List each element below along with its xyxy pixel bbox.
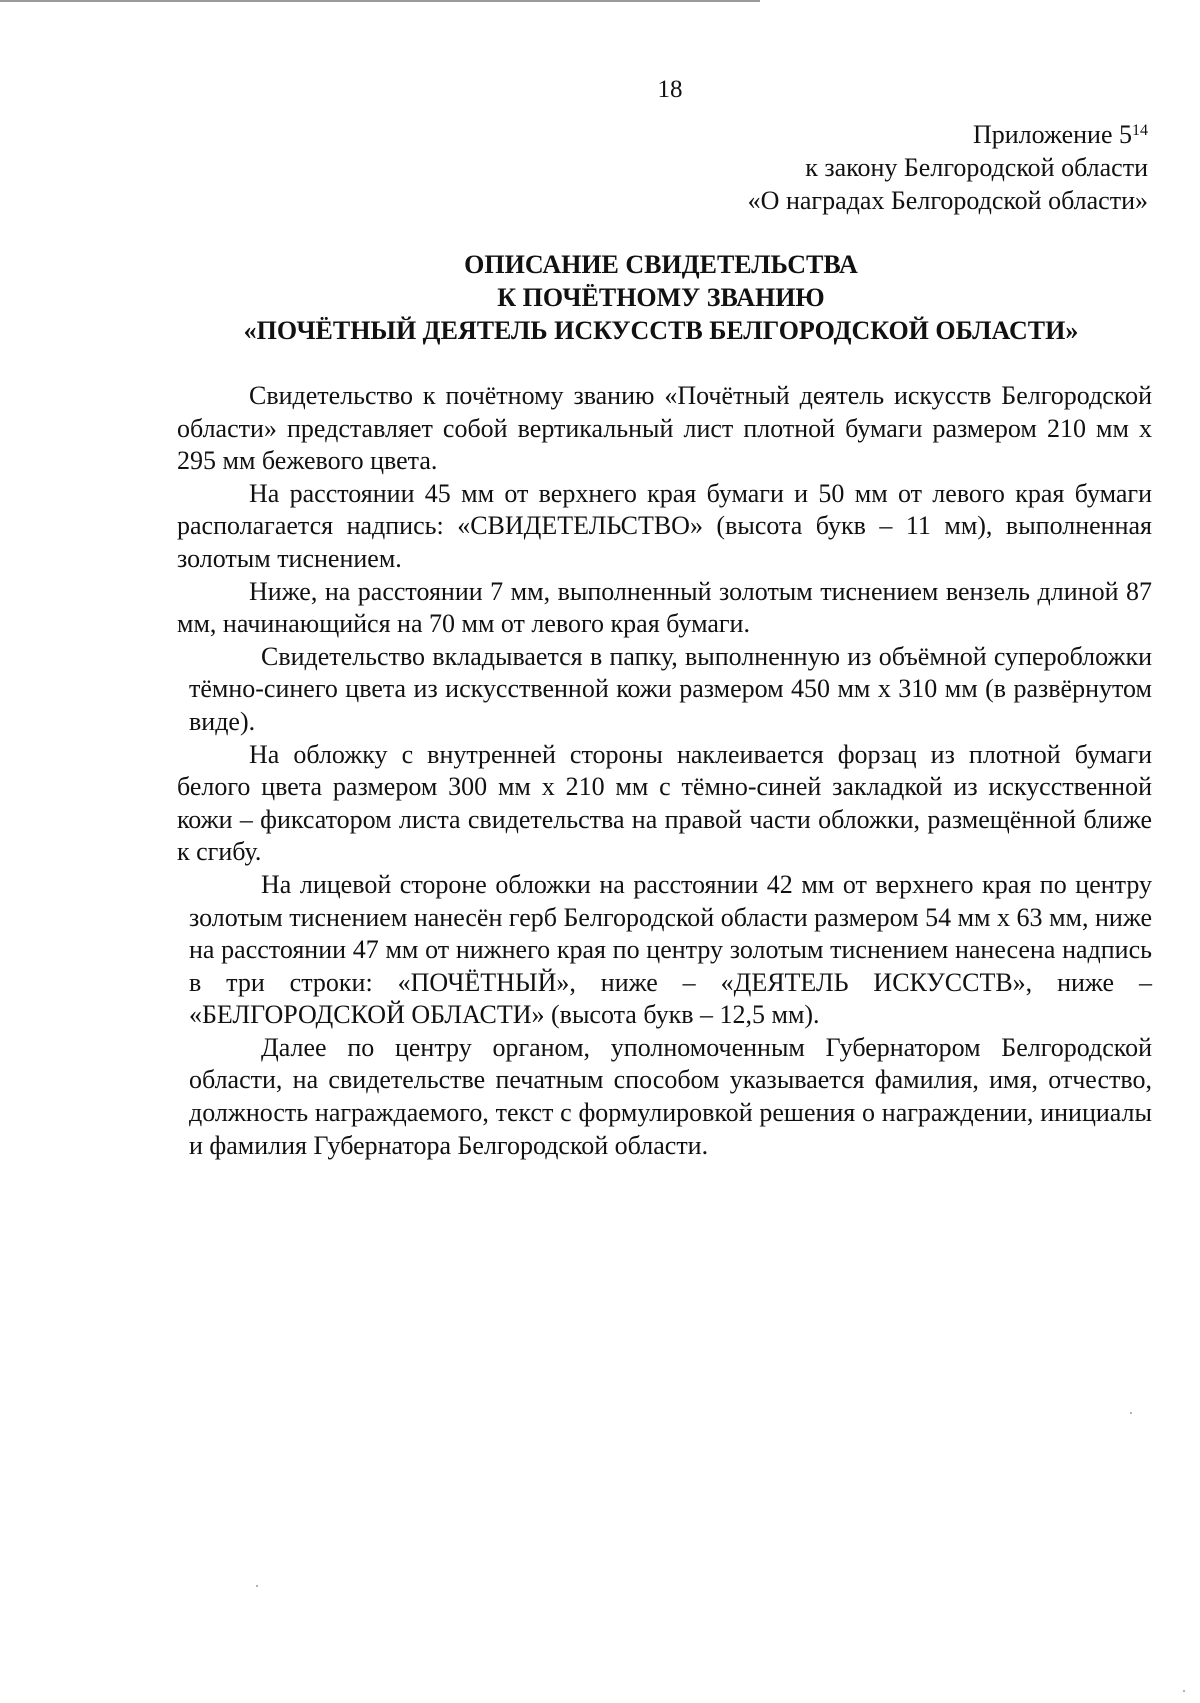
- paragraph-2: На расстоянии 45 мм от верхнего края бумаги и 50 мм от левого края бумаги располагается надпись: «СВИДЕТЕЛЬСТВО» (высота букв – 11 мм), выполненная золотым тиснением.: [177, 478, 1152, 573]
- paragraph-5: На обложку с внутренней стороны наклеивается форзац из плотной бумаги белого цвета размером 300 мм х 210 мм с тёмно-синей закладкой из искусственной кожи – фиксатором листа свидетельства на правой части обложки, размещённой ближе к сгибу.: [177, 739, 1152, 867]
- appendix-line-2: к закону Белгородской области: [805, 153, 1148, 182]
- scan-speck: [1130, 1412, 1132, 1414]
- title-line-3: «ПОЧЁТНЫЙ ДЕЯТЕЛЬ ИСКУССТВ БЕЛГОРОДСКОЙ ОБЛАСТИ»: [243, 316, 1079, 345]
- paragraph-3: Ниже, на расстоянии 7 мм, выполненный золотым тиснением вензель длиной 87 мм, начинающийся на 70 мм от левого края бумаги.: [177, 576, 1152, 639]
- document-title: [170, 248, 1152, 347]
- scan-speck: [1183, 1690, 1185, 1692]
- appendix-line-3: «О наградах Белгородской области»: [747, 186, 1148, 215]
- document-body: [177, 380, 1152, 1162]
- paragraph-4: Свидетельство вкладывается в папку, выполненную из объёмной суперобложки тёмно-синего цвета из искусственной кожи размером 450 мм х 310 мм (в развёрнутом виде).: [189, 641, 1152, 736]
- paragraph-7: Далее по центру органом, уполномоченным Губернатором Белгородской области, на свидетельстве печатным способом указывается фамилия, имя, отчество, должность награждаемого, текст с формулировкой решения о награждении, инициалы и фамилия Губернатора Белгородской области.: [189, 1032, 1152, 1160]
- appendix-header: [748, 118, 1148, 217]
- appendix-superscript: 14: [1132, 122, 1148, 139]
- title-line-1: ОПИСАНИЕ СВИДЕТЕЛЬСТВА: [464, 250, 858, 279]
- paragraph-1: Свидетельство к почётному званию «Почётный деятель искусств Белгородской области» представляет собой вертикальный лист плотной бумаги размером 210 мм х 295 мм бежевого цвета.: [177, 381, 1152, 476]
- title-line-2: К ПОЧЁТНОМУ ЗВАНИЮ: [497, 283, 825, 312]
- page-number: 18: [657, 76, 683, 103]
- scan-speck: [256, 1585, 258, 1587]
- paragraph-6: На лицевой стороне обложки на расстоянии 42 мм от верхнего края по центру золотым тиснением нанесён герб Белгородской области размером 54 мм х 63 мм, ниже на расстоянии 47 мм от нижнего края по центру золотым тиснением нанесена надпись в три строки: «ПОЧЁТНЫЙ», ниже – «ДЕЯТЕЛЬ ИСКУССТВ», ниже – «БЕЛГОРОДСКОЙ ОБЛАСТИ» (высота букв – 12,5 мм).: [189, 869, 1152, 1030]
- appendix-label: Приложение 5: [972, 120, 1132, 149]
- scan-edge-line: [0, 0, 760, 2]
- appendix-line-1: [748, 118, 1148, 151]
